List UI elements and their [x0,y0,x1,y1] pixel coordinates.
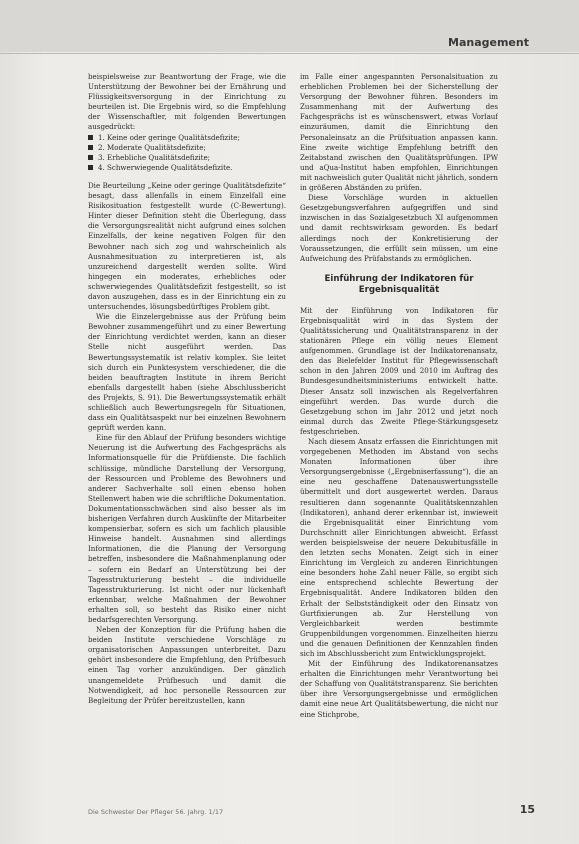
bullet-square-icon [88,155,93,160]
right-paragraph-2: Diese Vorschläge wurden in aktuellen Gesetzgebungsverfahren aufgegriffen und sind inzwischen in das Sozialgesetzbuch XI aufgenommen und damit rechtswirksam geworden. Es bedarf allerdings noch der Konkretisierung der Voraussetzungen, die erfüllt sein müssen, um eine Aufweichung des Prüfabstands zu ermöglichen. [300,193,498,263]
left-paragraph-4: Neben der Konzeption für die Prüfung haben die beiden Institute verschiedene Vorschläge zu organisatorischen Anpassungen unterbreitet. Dazu gehört insbesondere die Empfehlung, den Prüfbesuch einen Tag vorher anzukündigen. Der gänzlich unangemeldete Prüfbesuch und damit die Notwendigkeit, ad hoc personelle Ressourcen zur Begleitung der Prüfer bereitzustellen, kann [88,625,286,705]
rating-text: 3. Erhebliche Qualitätsdefizite; [98,152,211,162]
rating-item [88,163,286,173]
rating-text: 1. Keine oder geringe Qualitätsdefizite; [98,132,240,142]
left-intro-paragraph: beispielsweise zur Beantwortung der Frage, wie die Unterstützung der Bewohner bei der Ernährung und Flüssigkeitsversorgung in der Einrichtung zu beurteilen ist. Die Ergebnis wird, so die Empfehlung der Wissenschaftler, mit folgenden Bewertungen ausgedrückt: [88,72,286,132]
right-column [300,72,498,784]
bullet-square-icon [88,135,93,140]
bullet-square-icon [88,165,93,170]
left-paragraph-2: Wie die Einzelergebnisse aus der Prüfung beim Bewohner zusammengeführt und zu einer Bewertung der Einrichtung verdichtet werden, kann an dieser Stelle nicht ausgeführt werden. Das Bewertungssystematik ist relativ komplex. Sie leitet sich durch ein Punktesystem verschiedener, die die beiden beauftragten Institute in ihrem Bericht ebenfalls dargestellt haben (siehe Abschlussbericht des Projekts, S. 91). Die Bewertungssystematik erhält schließlich auch Bewertungsregeln für Situationen, dass ein Qualitätsaspekt nur bei einzelnen Bewohnern geprüft werden kann. [88,312,286,433]
rating-item [88,143,286,153]
left-column [88,72,286,784]
header-rule [0,53,579,54]
footer-journal: Die Schwester Der Pfleger 56. Jahrg. 1/17 [88,808,224,816]
left-paragraph-1: Die Beurteilung „Keine oder geringe Qualitätsdefizite“ besagt, dass allenfalls in einem Einzelfall eine Risikosituation festgestellt wurde (C-Bewertung). Hinter dieser Definition steht die Überlegung, dass die Versorgungsrealität nicht aufgrund eines solchen Einzelfalls, der keine negativen Folgen für den Bewohner nach sich zog und wahrscheinlich als Ausnahmesituation zu interpretieren ist, als unzureichend dargestellt werden sollte. Wird hingegen ein moderates, erhebliches oder schwerwiegendes Qualitätsdefizit festgestellt, so ist davon auszugehen, dass es in der Einrichtung ein zu untersuchendes, lösungsbedürftiges Problem gibt. [88,180,286,312]
rating-list [88,133,286,173]
rating-text: 4. Schwerwiegende Qualitätsdefizite. [98,162,233,172]
right-paragraph-3: Mit der Einführung von Indikatoren für Ergebnisqualität wird in das System der Qualitätssicherung und Qualitätstransparenz in der stationären Pflege ein völlig neues Element aufgenommen. Grundlage ist der Indikatorenansatz, den das Bielefelder Institut für Pflegewissenschaft schon in den Jahren 2009 und 2010 im Auftrag des Bundesgesundheitsministeriums entwickelt hatte. Dieser Ansatz soll inzwischen als Regelverfahren eingeführt werden. Das wurde durch die Gesetzgebung schon im Jahr 2012 und jetzt noch einmal durch das Zweite Pflege-Stärkungsgesetz festgeschrieben. [300,305,498,436]
rating-item [88,153,286,163]
page-number: 15 [519,803,535,816]
right-paragraph-5: Mit der Einführung des Indikatorenansatzes erhalten die Einrichtungen mehr Verantwortung bei der Schaffung von Qualitätstransparenz. Sie berichten über ihre Versorgungsergebnisse und ermöglichen damit eine neue Art Qualitätsbewertung, die nicht nur eine Stichprobe, [300,659,498,719]
left-paragraph-3: Eine für den Ablauf der Prüfung besonders wichtige Neuerung ist die Aufwertung des Fachgesprächs als Informationsquelle für die Prüfdienste. Die fachlich schlüssige, mündliche Darstellung der Versorgung, der Ressourcen und Probleme des Bewohners und anderer Sachverhalte soll einen ebenso hohen Stellenwert haben wie die schriftliche Dokumentation. Dokumentationsschwächen sind also besser als im bisherigen Verfahren durch Auskünfte der Mitarbeiter kompensierbar, sofern es sich um fachlich plausible Hinweise handelt. Ausnahmen sind allerdings Informationen, die die Planung der Versorgung betreffen, insbesondere die Maßnahmenplanung oder – sofern ein Bedarf an Unterstützung bei der Tagesstrukturierung besteht – die individuelle Tagesstrukturierung. Ist nicht oder nur lückenhaft erkennbar, welche Maßnahmen der Bewohner erhalten soll, so besteht das Risiko einer nicht bedarfsgerechten Versorgung. [88,433,286,624]
rating-text: 2. Moderate Qualitätsdefizite; [98,142,206,152]
bullet-square-icon [88,145,93,150]
right-paragraph-1: im Falle einer angespannten Personalsituation zu erheblichen Problemen bei der Sicherstellung der Versorgung der Bewohner führen. Besonders im Zusammenhang mit der Aufwertung des Fachgesprächs ist es wünschenswert, etwas Vorlauf einzuräumen, damit die Einrichtung den Personaleinsatz an die Prüfsituation anpassen kann. Eine zweite wichtige Empfehlung betrifft den Zeitabstand zwischen den Qualitätsprüfungen. IPW und aQua-Institut haben empfohlen, Einrichtungen mit nachweislich guter Qualität nicht jährlich, sondern in größeren Abständen zu prüfen. [300,72,498,193]
right-paragraph-4: Nach diesem Ansatz erfassen die Einrichtungen mit vorgegebenen Methoden im Abstand von sechs Monaten Informationen über ihre Versorgungsergebnisse („Ergebniserfassung“), die an eine neu geschaffene Datenauswertungsstelle übermittelt und dort ausgewertet werden. Daraus resultieren dann sogenannte Qualitätskennzahlen (Indikatoren), anhand derer erkennbar ist, inwieweit die Ergebnisqualität einer Einrichtung vom Durchschnitt aller Einrichtungen abweicht. Erfasst werden beispielsweise der neuere Dekubitusfälle in den letzten sechs Monaten. Zeigt sich in einer Einrichtung im Vergleich zu anderen Einrichtungen eine besonders hohe Zahl neuer Fälle, so ergibt sich eine entsprechend schlechte Bewertung der Ergebnisqualität. Andere Indikatoren bilden den Erhalt der Selbstständigkeit oder den Einsatz von Gurtfixierungen ab. Zur Herstellung von Vergleichbarkeit werden bestimmte Gruppenbildungen vorgenommen. Einzelheiten hierzu und die genauen Definitionen der Kennzahlen finden sich im Abschlussbericht zum Entwicklungsprojekt. [300,437,498,658]
rating-item [88,133,286,143]
section-heading: Einführung der Indikatoren für Ergebnisqualität [324,273,474,295]
section-label: Management [448,36,529,49]
